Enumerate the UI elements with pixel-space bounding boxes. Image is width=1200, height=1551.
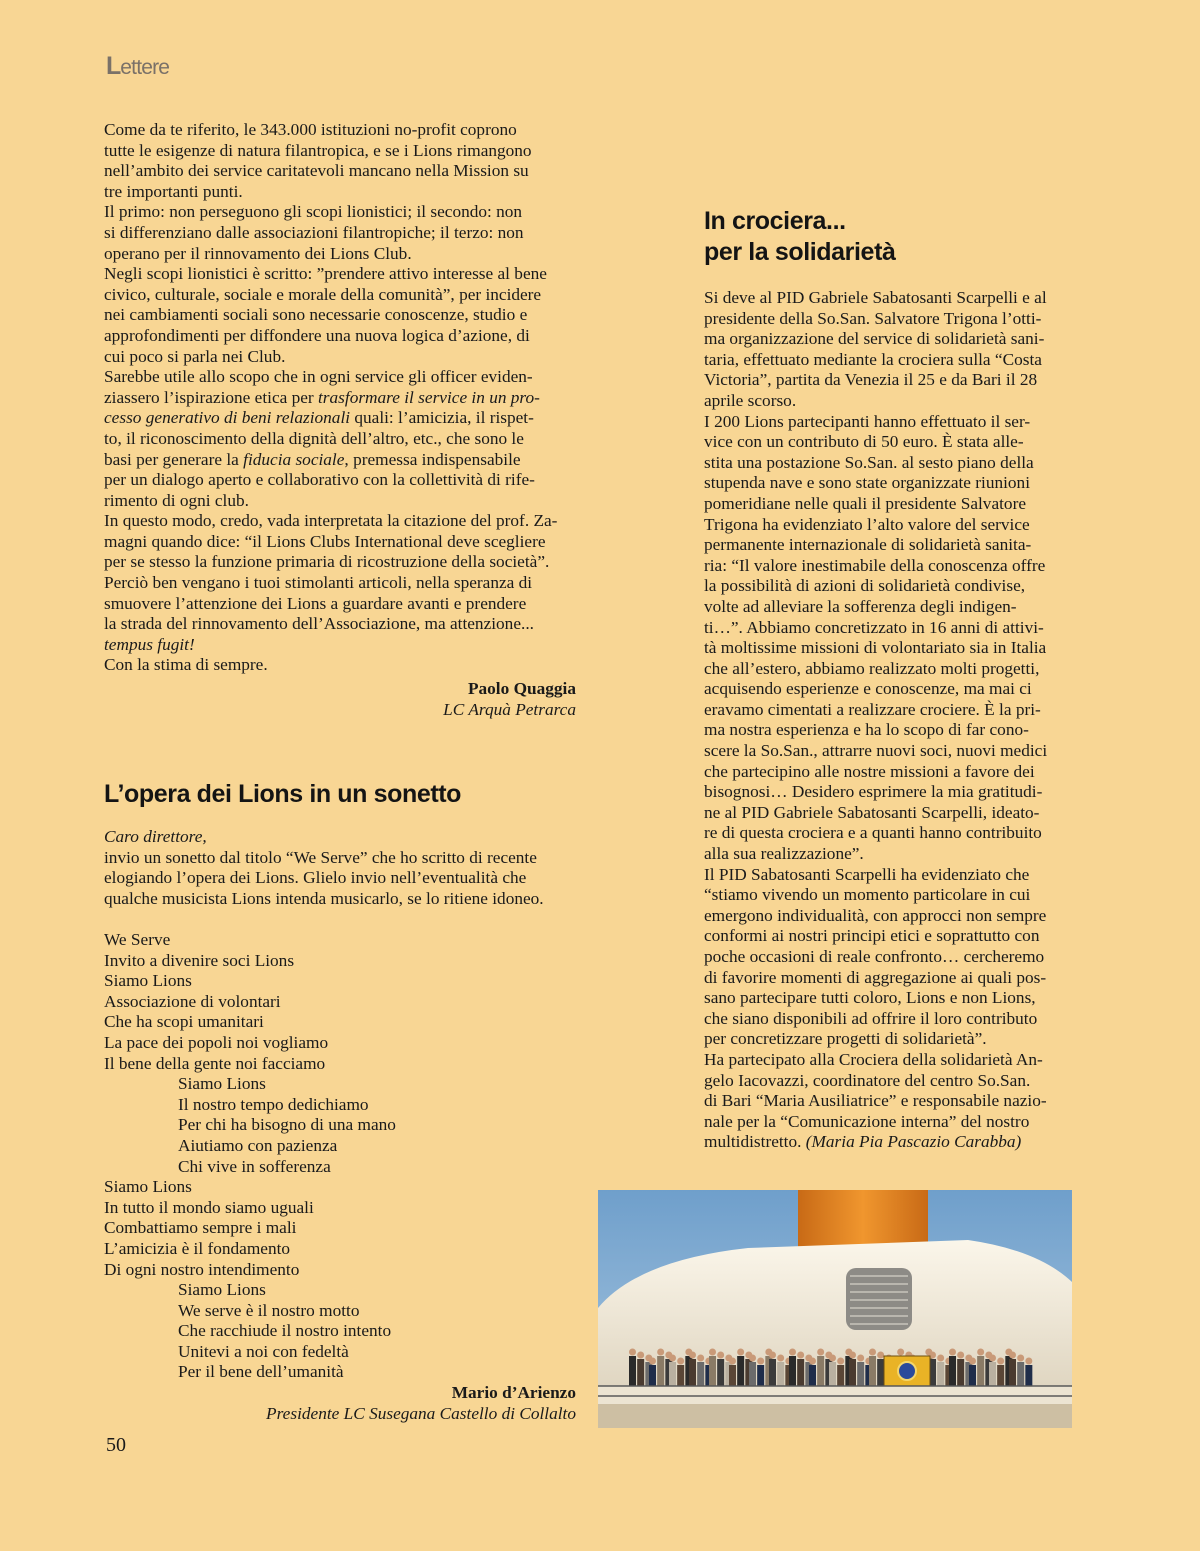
person-head bbox=[737, 1349, 744, 1356]
cruise-line: Ha partecipato alla Crociera della solidarietà An- bbox=[704, 1049, 1043, 1069]
person-head bbox=[837, 1358, 844, 1365]
person-body bbox=[729, 1365, 736, 1386]
person-head bbox=[957, 1352, 964, 1359]
salutation: Caro direttore, bbox=[104, 827, 207, 846]
cruise-line: Il PID Sabatosanti Scarpelli ha evidenziato che bbox=[704, 864, 1030, 884]
cruise-group-photo bbox=[598, 1190, 1072, 1428]
person-body bbox=[777, 1362, 784, 1386]
person-head bbox=[809, 1358, 816, 1365]
cruise-line: ma nostra esperienza e ha lo scopo di far cono- bbox=[704, 720, 1029, 740]
page-number: 50 bbox=[106, 1434, 126, 1456]
cruise-line: Victoria”, partita da Venezia il 25 e da Bari il 28 bbox=[704, 370, 1038, 390]
person-body bbox=[769, 1359, 776, 1386]
person-head bbox=[657, 1349, 664, 1356]
cruise-line: conformi ai nostri principi etici e soprattutto con bbox=[704, 926, 1040, 946]
cruise-line: emergono individualità, con approcci non sempre bbox=[704, 905, 1047, 925]
cruise-line: la possibilità di azioni di solidarietà condivise, bbox=[704, 576, 1026, 596]
cruise-line: aprile scorso. bbox=[704, 390, 797, 410]
person-head bbox=[1017, 1355, 1024, 1362]
letter-quaggia-body: Come da te riferito, le 343.000 istituzioni no-profit coprono tutte le esigenze di natura filantropica, e se i Lions rimangono nell’ambito dei service caritatevoli mancano nella Mission su tre importanti punti. Il primo: non perseguono gli scopi lionistici; il secondo: non si differenziano dalle associazioni filantropiche; il terzo: non operano per il rinnovamento dei Lions Club. Negli scopi lionistici è scritto: ”prendere attivo interesse al bene civico, culturale, sociale e morale della comunità”, per incidere nei cambiamenti sociali sono necessarie conoscenze, studio e approfondimenti per diffondere una nuova logica d’azione, di cui poco si parla nei Club. Sarebbe utile allo scopo che in ogni service gli officer eviden- ziassero l’ispirazione etica per trasformare il service in un pro- cesso generativo di beni relazionali quali: l’amicizia, il rispet- to, il riconoscimento della dignità dell’altro, etc., che sono le basi per generare la fiducia sociale, premessa indispensabile per un dialogo aperto e collaborativo con la collettività di rife- rimento di ogni club. In questo modo, credo, vada interpretata la citazione del prof. Za- magni quando dice: “il Lions Clubs International deve scegliere per se stesso la funzione primaria di ricostruzione della società”. Perciò ben vengano i tuoi stimolanti articoli, nella speranza di smuovere l’attenzione dei Lions a guardare avanti e prendere la strada del rinnovamento dell’Associazione, ma attenzione... tempus fugit! Con la stima di sempre. bbox=[104, 120, 558, 675]
person-head bbox=[689, 1352, 696, 1359]
person-body bbox=[717, 1359, 724, 1386]
sonnet-poem: We Serve Invito a divenire soci Lions Siamo Lions Associazione di volontari Che ha scopi umanitari La pace dei popoli noi vogliamo Il bene della gente noi facciamo Siamo Lions Il nostro tempo dedichiamo Per chi ha bisogno di una mano Aiutiamo con pazienza Chi vive in sofferenza Siamo Lions In tutto il mondo siamo uguali Combattiamo sempre i mali L’amicizia è il fondamento Di ogni nostro intendimento Siamo Lions We serve è il nostro motto Che racchiude il nostro intento Unitevi a noi con fedeltà Per il bene dell’umanità bbox=[104, 930, 576, 1383]
cruise-line: eravamo cimentati a realizzare crociere. È la pri- bbox=[704, 699, 1041, 719]
person-body bbox=[857, 1362, 864, 1386]
cruise-line: stupenda nave e sono state organizzate riunioni bbox=[704, 473, 1030, 493]
person-body bbox=[709, 1356, 716, 1386]
person-body bbox=[997, 1365, 1004, 1386]
signature-quaggia bbox=[104, 679, 576, 720]
person-body bbox=[877, 1359, 884, 1386]
person-head bbox=[697, 1355, 704, 1362]
person-body bbox=[657, 1356, 664, 1386]
person-body bbox=[829, 1362, 836, 1386]
person-head bbox=[749, 1355, 756, 1362]
cruise-line: per concretizzare progetti di solidarietà”. bbox=[704, 1029, 987, 1049]
cruise-line: stita una postazione So.San. al sesto piano della bbox=[704, 452, 1034, 472]
person-head bbox=[857, 1355, 864, 1362]
person-body bbox=[689, 1359, 696, 1386]
person-body bbox=[649, 1365, 656, 1386]
person-body bbox=[989, 1362, 996, 1386]
person-body bbox=[669, 1362, 676, 1386]
person-head bbox=[969, 1358, 976, 1365]
person-head bbox=[777, 1355, 784, 1362]
cruise-headline: In crociera... per la solidarietà bbox=[704, 207, 896, 266]
cruise-line: nale per la “Comunicazione interna” del nostro bbox=[704, 1111, 1030, 1131]
person-head bbox=[757, 1358, 764, 1365]
person-head bbox=[1009, 1352, 1016, 1359]
person-body bbox=[849, 1359, 856, 1386]
person-head bbox=[677, 1358, 684, 1365]
person-head bbox=[849, 1352, 856, 1359]
person-head bbox=[729, 1358, 736, 1365]
person-body bbox=[789, 1356, 796, 1386]
person-body bbox=[757, 1365, 764, 1386]
cruise-line: Trigona ha evidenziato l’alto valore del service bbox=[704, 514, 1030, 534]
cruise-line: ti…”. Abbiamo concretizzato in 16 anni di attivi- bbox=[704, 617, 1044, 637]
person-head bbox=[949, 1349, 956, 1356]
cruise-line-credit: multidistretto. (Maria Pia Pascazio Carabba) bbox=[704, 1132, 1022, 1152]
person-body bbox=[969, 1365, 976, 1386]
cruise-line: I 200 Lions partecipanti hanno effettuato il ser- bbox=[704, 411, 1031, 431]
cruise-line: di favorire momenti di aggregazione ai quali pos- bbox=[704, 967, 1047, 987]
signature-darienzo bbox=[104, 1383, 576, 1424]
cruise-line: che siano disponibili ad offrire il loro contributo bbox=[704, 1008, 1038, 1028]
cruise-line: re di questa crociera e a quanti hanno contribuito bbox=[704, 823, 1042, 843]
person-head bbox=[977, 1349, 984, 1356]
person-head bbox=[1025, 1358, 1032, 1365]
signature-name: Mario d’Arienzo bbox=[451, 1383, 576, 1402]
cruise-line: presidente della So.San. Salvatore Trigona l’otti- bbox=[704, 308, 1042, 328]
cruise-line: permanente internazionale di solidarietà sanita- bbox=[704, 535, 1032, 555]
cruise-line: alla sua realizzazione”. bbox=[704, 844, 864, 864]
cruise-line: ma organizzazione del service di solidarietà sani- bbox=[704, 329, 1045, 349]
cruise-article-body bbox=[704, 288, 1072, 1153]
person-body bbox=[697, 1362, 704, 1386]
person-head bbox=[989, 1355, 996, 1362]
cruise-line: Si deve al PID Gabriele Sabatosanti Scarpelli e al bbox=[704, 288, 1047, 307]
sonnet-intro: Caro direttore, invio un sonetto dal titolo “We Serve” che ho scritto di recente elogiando l’opera dei Lions. Glielo invio nell’eventualità che qualche musicista Lions intenda musicarlo, se lo ritiene idoneo. bbox=[104, 827, 576, 909]
person-body bbox=[937, 1362, 944, 1386]
person-body bbox=[797, 1359, 804, 1386]
cruise-line: ne al PID Gabriele Sabatosanti Scarpelli, ideato- bbox=[704, 802, 1040, 822]
person-body bbox=[977, 1356, 984, 1386]
person-head bbox=[629, 1349, 636, 1356]
cruise-line: poche occasioni di reale confronto… cercheremo bbox=[704, 947, 1045, 966]
cruise-line: ria: “Il valore inestimabile della conoscenza offre bbox=[704, 555, 1046, 575]
cruise-line: scere la So.San., attrarre nuovi soci, nuovi medici bbox=[704, 741, 1048, 761]
person-body bbox=[677, 1365, 684, 1386]
person-body bbox=[637, 1359, 644, 1386]
cruise-line: taria, effettuato mediante la crociera sulla “Costa bbox=[704, 349, 1042, 369]
cruise-line: gelo Iacovazzi, coordinatore del centro So.San. bbox=[704, 1070, 1031, 1090]
person-head bbox=[869, 1349, 876, 1356]
person-body bbox=[1025, 1365, 1032, 1386]
person-head bbox=[709, 1349, 716, 1356]
person-body bbox=[629, 1356, 636, 1386]
cruise-line: “stiamo vivendo un momento particolare in cui bbox=[704, 885, 1031, 905]
person-head bbox=[717, 1352, 724, 1359]
sonnet-headline: L’opera dei Lions in un sonetto bbox=[104, 780, 462, 808]
person-head bbox=[937, 1355, 944, 1362]
person-head bbox=[817, 1349, 824, 1356]
signature-role: LC Arquà Petrarca bbox=[443, 699, 576, 719]
cruise-line: acquisendo esperienze e conoscenze, ma mai ci bbox=[704, 679, 1032, 699]
person-head bbox=[829, 1355, 836, 1362]
person-body bbox=[949, 1356, 956, 1386]
cruise-line: che all’estero, abbiamo realizzato molti progetti, bbox=[704, 658, 1040, 678]
cruise-article bbox=[704, 288, 1072, 1153]
cruise-line: bisognosi… Desidero esprimere la mia gratitudi- bbox=[704, 782, 1043, 802]
person-body bbox=[817, 1356, 824, 1386]
person-head bbox=[769, 1352, 776, 1359]
cruise-line: di Bari “Maria Ausiliatrice” e responsabile nazio- bbox=[704, 1091, 1047, 1111]
person-body bbox=[737, 1356, 744, 1386]
person-body bbox=[749, 1362, 756, 1386]
cruise-line: sano partecipare tutti coloro, Lions e non Lions, bbox=[704, 988, 1036, 1008]
person-body bbox=[1009, 1359, 1016, 1386]
person-body bbox=[837, 1365, 844, 1386]
letter-quaggia bbox=[104, 120, 576, 676]
person-head bbox=[997, 1358, 1004, 1365]
ship-deck-illustration bbox=[598, 1190, 1072, 1428]
person-head bbox=[669, 1355, 676, 1362]
person-head bbox=[789, 1349, 796, 1356]
cruise-line: vice con un contributo di 50 euro. È stata alle- bbox=[704, 432, 1024, 452]
signature-name: Paolo Quaggia bbox=[467, 679, 576, 698]
lions-emblem bbox=[898, 1362, 916, 1380]
person-body bbox=[1017, 1362, 1024, 1386]
person-body bbox=[869, 1356, 876, 1386]
cruise-line: volte ad alleviare la sofferenza degli indigen- bbox=[704, 596, 1017, 616]
person-head bbox=[649, 1358, 656, 1365]
person-body bbox=[809, 1365, 816, 1386]
person-body bbox=[957, 1359, 964, 1386]
section-label: Lettere bbox=[106, 52, 170, 80]
cruise-line: che partecipino alle nostre missioni a favore dei bbox=[704, 761, 1035, 781]
signature-role: Presidente LC Susegana Castello di Collalto bbox=[266, 1403, 576, 1423]
poem-title: We Serve bbox=[104, 930, 171, 949]
person-head bbox=[797, 1352, 804, 1359]
grille-slats bbox=[850, 1276, 908, 1324]
deck-shadow bbox=[598, 1404, 1072, 1428]
person-head bbox=[877, 1352, 884, 1359]
cruise-line: tà moltissime missioni di volontariato sia in Italia bbox=[704, 638, 1047, 658]
person-head bbox=[897, 1349, 904, 1356]
person-head bbox=[637, 1352, 644, 1359]
cruise-line: pomeridiane nelle quali il presidente Salvatore bbox=[704, 493, 1026, 513]
